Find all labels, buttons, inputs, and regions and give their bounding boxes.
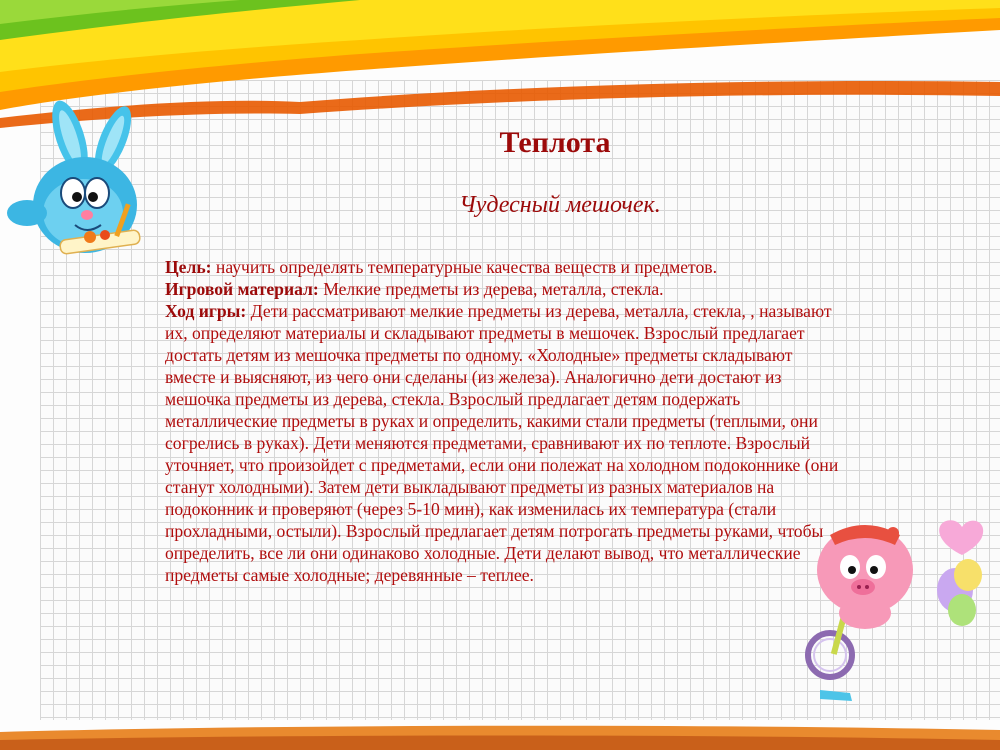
goal-text: научить определять температурные качества веществ и предметов. bbox=[211, 257, 717, 277]
goal-paragraph bbox=[165, 256, 845, 278]
process-paragraph bbox=[165, 300, 845, 586]
blue-rabbit-illustration bbox=[5, 95, 155, 260]
process-text: Дети рассматривают мелкие предметы из дерева, металла, стекла, , называют их, определяют материалы и складывают предметы в мешочек. Взрослый предлагает достать детям из мешочка предметы по одному. «Холодные» предметы складывают вместе и выясняют, из чего они сделаны (из железа). Аналогично дети достают из мешочка предметы из дерева, стекла. Взрослый предлагает детям подержать металлические предметы в руках и определить, какими стали предметы (теплыми, они согрелись в руках). Дети меняются предметами, сравнивают их по теплоте. Взрослый уточняет, что произойдет с предметами, если они полежат на холодном подоконнике (они станут холодными). Затем дети выкладывают предметы из разных материалов на подоконник и проверяют (через 5-10 мин), как изменилась их температура (стали прохладными, остыли). Взрослый предлагает детям потрогать предметы руками, чтобы определить, все ли они одинаково холодные. Дети делают вывод, что металлические предметы самые холодные; деревянные – теплее. bbox=[165, 301, 839, 585]
page-title: Теплота bbox=[499, 126, 611, 159]
material-text: Мелкие предметы из дерева, металла, стекла. bbox=[318, 279, 664, 299]
material-label: Игровой материал: bbox=[165, 279, 319, 299]
bottom-wave-decoration bbox=[0, 710, 1000, 750]
goal-label: Цель: bbox=[165, 257, 212, 277]
process-label: Ход игры: bbox=[165, 301, 247, 321]
description-text bbox=[165, 256, 845, 586]
material-paragraph bbox=[165, 278, 845, 300]
pink-pig-illustration bbox=[790, 515, 1000, 715]
page-subtitle: Чудесный мешочек. bbox=[459, 192, 661, 218]
